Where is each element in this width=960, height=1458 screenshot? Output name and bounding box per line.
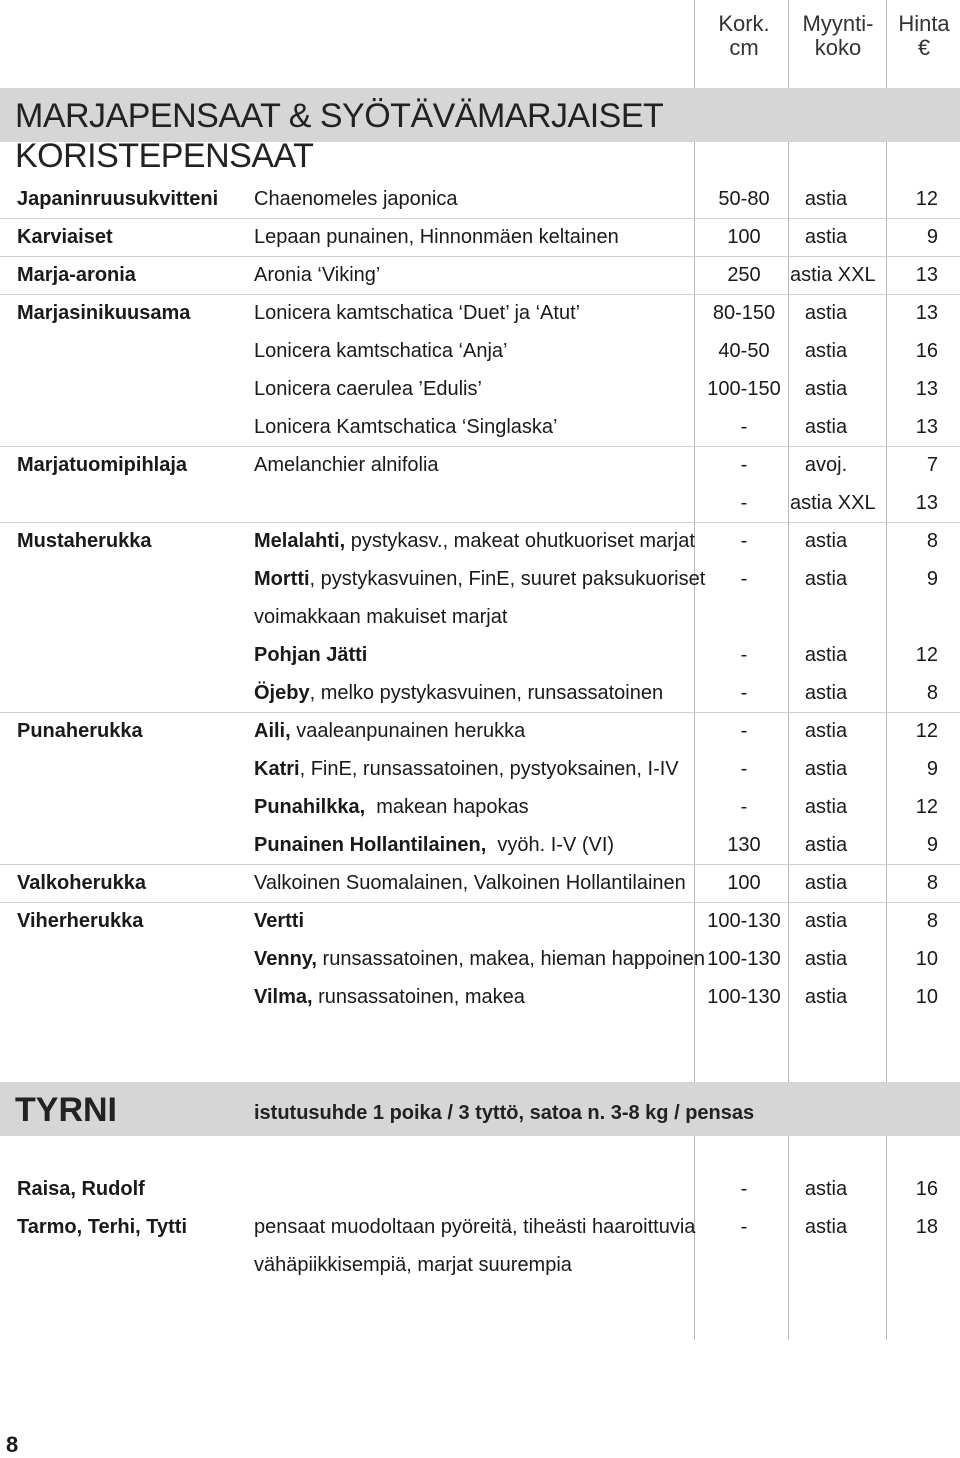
header-size-line2: koko — [814, 35, 862, 60]
variety-name: Amelanchier alnifolia — [254, 454, 439, 476]
variety-description: , FinE, runsassatoinen, pystyoksainen, I-IV — [299, 758, 679, 780]
variety-description: pensaat muodoltaan pyöreitä, tiheästi haaroittuvia — [254, 1216, 696, 1238]
row-height: - — [740, 720, 748, 742]
table-row — [0, 256, 960, 295]
row-category: Raisa, Rudolf — [17, 1178, 145, 1200]
row-variety — [254, 522, 695, 560]
table-row — [0, 826, 960, 865]
variety-name: Melalahti, — [254, 530, 346, 552]
row-size: astia — [804, 948, 848, 970]
row-price: 10 — [915, 986, 938, 1008]
row-price: 9 — [926, 568, 938, 590]
row-category: Japaninruusukvitteni — [17, 188, 219, 210]
table-row — [0, 1208, 960, 1246]
table-row — [0, 484, 960, 523]
table-row — [0, 674, 960, 713]
row-category: Marjasinikuusama — [17, 302, 191, 324]
header-height-line2: cm — [729, 35, 759, 60]
row-variety — [254, 256, 380, 294]
section2-subtitle: istutusuhde 1 poika / 3 tyttö, satoa n. 3-8 kg / pensas — [254, 1102, 755, 1124]
table-row — [0, 864, 960, 903]
row-price: 13 — [915, 492, 938, 514]
table-row — [0, 180, 960, 219]
row-variety — [254, 940, 705, 978]
row-price: 16 — [915, 340, 938, 362]
table-row — [0, 522, 960, 560]
row-size: astia — [804, 226, 848, 248]
row-category: Valkoherukka — [17, 872, 146, 894]
table-row — [0, 294, 960, 332]
table-row — [0, 332, 960, 370]
row-size: astia — [804, 910, 848, 932]
variety-description: Valkoinen Suomalainen, Valkoinen Hollantilainen — [254, 872, 686, 894]
row-variety — [254, 180, 457, 218]
row-height: 100-150 — [707, 378, 781, 400]
variety-name: Lepaan punainen, Hinnonmäen keltainen — [254, 226, 619, 248]
row-price: 8 — [926, 530, 938, 552]
variety-name: Lonicera Kamtschatica ‘Singlaska’ — [254, 416, 558, 438]
row-price: 16 — [915, 1178, 938, 1200]
row-height: 80-150 — [712, 302, 776, 324]
row-height: 100 — [727, 226, 761, 248]
row-size: astia — [804, 416, 848, 438]
variety-name: Pohjan Jätti — [254, 644, 368, 666]
row-price: 8 — [926, 910, 938, 932]
header-price-line2: € — [917, 35, 931, 60]
row-size: astia — [804, 340, 848, 362]
row-variety — [254, 560, 705, 598]
variety-name: Katri — [254, 758, 300, 780]
row-height: 100 — [727, 872, 761, 894]
row-price: 12 — [915, 644, 938, 666]
row-height: 130 — [727, 834, 761, 856]
row-price: 13 — [915, 378, 938, 400]
row-height: - — [740, 530, 748, 552]
row-price: 13 — [915, 302, 938, 324]
row-variety — [254, 674, 663, 712]
row-size: astia — [804, 834, 848, 856]
row-price: 12 — [915, 796, 938, 818]
header-height-line1: Kork. — [718, 11, 770, 36]
row-variety — [254, 408, 558, 446]
row-height: - — [740, 796, 748, 818]
row-category: Viherherukka — [17, 910, 144, 932]
header-height — [696, 12, 792, 60]
row-variety — [254, 902, 304, 940]
row-height: 50-80 — [718, 188, 770, 210]
row-height: 40-50 — [718, 340, 770, 362]
table-row — [0, 1246, 960, 1284]
row-height: - — [740, 682, 748, 704]
variety-name: Punainen Hollantilainen, — [254, 834, 487, 856]
variety-name: Lonicera caerulea ’Edulis’ — [254, 378, 482, 400]
row-size: astia — [804, 720, 848, 742]
table-row — [0, 560, 960, 598]
row-category: Mustaherukka — [17, 530, 152, 552]
row-height: - — [740, 1216, 748, 1238]
header-price — [888, 12, 960, 60]
variety-name: Venny, — [254, 948, 317, 970]
variety-description: runsassatoinen, makea, hieman happoinen — [317, 948, 706, 970]
table-row — [0, 408, 960, 447]
row-height: - — [740, 492, 748, 514]
row-variety — [254, 446, 439, 484]
row-category: Marjatuomipihlaja — [17, 454, 188, 476]
variety-description: vaaleanpunainen herukka — [290, 720, 526, 742]
variety-name: Öjeby — [254, 682, 310, 704]
variety-description: , melko pystykasvuinen, runsassatoinen — [309, 682, 664, 704]
row-height: - — [740, 454, 748, 476]
row-size: astia — [804, 378, 848, 400]
row-variety — [254, 1208, 695, 1246]
row-size: astia — [804, 1178, 848, 1200]
table-row — [0, 788, 960, 826]
row-variety — [254, 598, 507, 636]
row-price: 8 — [926, 872, 938, 894]
row-category: Karviaiset — [17, 226, 113, 248]
row-variety — [254, 712, 525, 750]
table-row — [0, 370, 960, 408]
row-size: astia — [804, 530, 848, 552]
row-price: 7 — [926, 454, 938, 476]
row-price: 9 — [926, 758, 938, 780]
row-variety — [254, 826, 614, 864]
variety-name: Vilma, — [254, 986, 313, 1008]
row-variety — [254, 788, 529, 826]
variety-name: Aili, — [254, 720, 291, 742]
row-category: Marja-aronia — [17, 264, 136, 286]
variety-description: pystykasv., makeat ohutkuoriset marjat — [345, 530, 695, 552]
header-size-line1: Myynti- — [802, 11, 874, 36]
row-variety — [254, 294, 580, 332]
table-row — [0, 712, 960, 750]
row-size: astia — [804, 302, 848, 324]
variety-name: Aronia ‘Viking’ — [254, 264, 381, 286]
row-height: - — [740, 568, 748, 590]
header-size — [790, 12, 886, 60]
variety-name: Punahilkka, — [254, 796, 366, 818]
variety-description: makean hapokas — [365, 796, 529, 818]
row-variety — [254, 978, 525, 1016]
row-height: - — [740, 416, 748, 438]
section1-title: MARJAPENSAAT & SYÖTÄVÄMARJAISET KORISTEPENSAAT — [15, 97, 663, 175]
row-size: astia — [804, 568, 848, 590]
variety-name: Vertti — [254, 910, 305, 932]
row-size: astia — [804, 758, 848, 780]
row-price: 9 — [926, 226, 938, 248]
variety-name: Lonicera kamtschatica ‘Duet’ ja ‘Atut’ — [254, 302, 581, 324]
row-height: 250 — [727, 264, 761, 286]
row-category: Tarmo, Terhi, Tytti — [17, 1216, 188, 1238]
row-price: 13 — [915, 416, 938, 438]
row-height: - — [740, 1178, 748, 1200]
row-height: 100-130 — [707, 986, 781, 1008]
row-size: astia — [804, 986, 848, 1008]
variety-description: , pystykasvuinen, FinE, suuret paksukuoriset — [309, 568, 706, 590]
table-row — [0, 598, 960, 636]
table-row — [0, 940, 960, 978]
table-row — [0, 636, 960, 674]
table-row — [0, 1170, 960, 1208]
row-price: 9 — [926, 834, 938, 856]
row-variety — [254, 864, 686, 902]
row-price: 18 — [915, 1216, 938, 1238]
variety-description: voimakkaan makuiset marjat — [254, 606, 508, 628]
row-variety — [254, 1246, 572, 1284]
row-size: astia — [804, 1216, 848, 1238]
variety-name: Lonicera kamtschatica ‘Anja’ — [254, 340, 508, 362]
variety-description: vyöh. I-V (VI) — [486, 834, 615, 856]
row-size: avoj. — [804, 454, 848, 476]
row-height: 100-130 — [707, 948, 781, 970]
table-row — [0, 750, 960, 788]
variety-description: vähäpiikkisempiä, marjat suurempia — [254, 1254, 572, 1276]
row-height: - — [740, 758, 748, 780]
header-price-line1: Hinta — [898, 11, 950, 36]
row-price: 12 — [915, 720, 938, 742]
row-size: astia — [804, 644, 848, 666]
row-size: astia XXL — [790, 492, 876, 514]
table-row — [0, 978, 960, 1016]
section2-title: TYRNI — [15, 1091, 117, 1129]
variety-name: Mortti — [254, 568, 310, 590]
row-variety — [254, 750, 679, 788]
row-category: Punaherukka — [17, 720, 143, 742]
row-variety — [254, 636, 367, 674]
row-variety — [254, 332, 507, 370]
variety-name: Chaenomeles japonica — [254, 188, 458, 210]
row-size: astia — [804, 682, 848, 704]
row-size: astia — [804, 872, 848, 894]
row-price: 12 — [915, 188, 938, 210]
row-size: astia — [804, 796, 848, 818]
row-height: 100-130 — [707, 910, 781, 932]
variety-description: runsassatoinen, makea — [312, 986, 525, 1008]
row-height: - — [740, 644, 748, 666]
row-variety — [254, 370, 482, 408]
page-number: 8 — [6, 1432, 19, 1457]
row-size: astia — [804, 188, 848, 210]
row-price: 10 — [915, 948, 938, 970]
table-row — [0, 218, 960, 257]
table-row — [0, 902, 960, 940]
row-size: astia XXL — [790, 264, 876, 286]
row-variety — [254, 218, 619, 256]
row-price: 13 — [915, 264, 938, 286]
table-row — [0, 446, 960, 484]
row-price: 8 — [926, 682, 938, 704]
